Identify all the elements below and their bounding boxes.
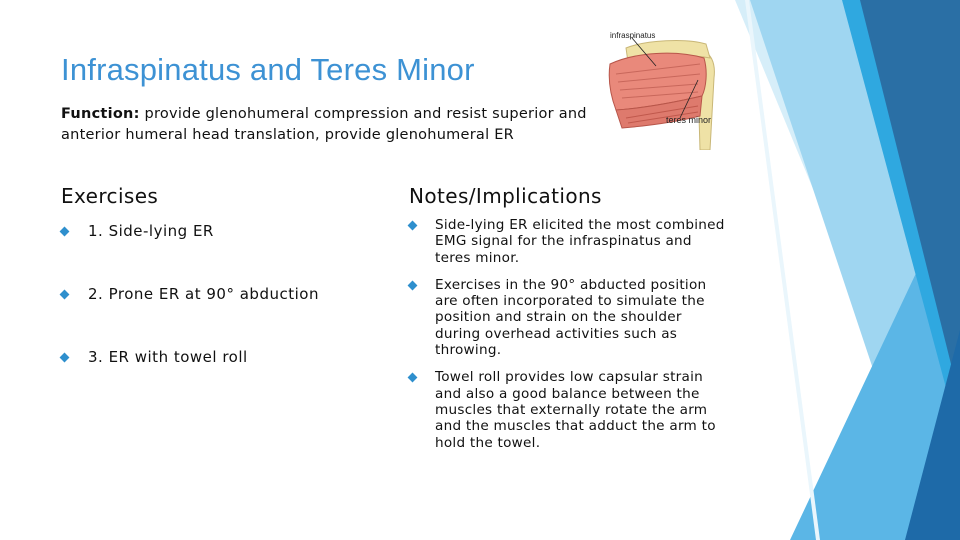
list-item <box>61 283 381 346</box>
function-label: Function: <box>61 106 140 122</box>
shoulder-muscle-icon <box>606 22 726 150</box>
diamond-bullet-icon <box>60 353 70 363</box>
exercises-list <box>61 220 381 409</box>
function-description <box>61 104 591 146</box>
teres-minor-label: teres minor <box>666 115 712 125</box>
diamond-bullet-icon <box>408 221 418 231</box>
list-item <box>409 369 729 450</box>
diamond-bullet-icon <box>60 227 70 237</box>
anatomy-image <box>606 22 726 150</box>
note-text: Side-lying ER elicited the most combined EMG signal for the infraspinatus and teres minor. <box>435 217 725 266</box>
exercises-heading: Exercises <box>61 184 159 208</box>
list-item <box>61 346 381 409</box>
diamond-bullet-icon <box>408 373 418 383</box>
notes-list <box>409 217 729 462</box>
notes-heading: Notes/Implications <box>409 184 602 208</box>
exercise-text: 2. Prone ER at 90° abduction <box>88 285 319 303</box>
exercise-text: 1. Side-lying ER <box>88 222 214 240</box>
slide-title: Infraspinatus and Teres Minor <box>61 52 475 87</box>
diamond-bullet-icon <box>60 290 70 300</box>
note-text: Towel roll provides low capsular strain and also a good balance between the muscles that externally rotate the arm and the muscles that adduct the arm to hold the towel. <box>435 369 716 451</box>
infraspinatus-label: infraspinatus <box>610 31 656 40</box>
exercise-text: 3. ER with towel roll <box>88 348 248 366</box>
function-text: provide glenohumeral compression and resist superior and anterior humeral head translation, provide glenohumeral ER <box>61 106 587 143</box>
list-item <box>409 217 729 266</box>
list-item <box>409 277 729 358</box>
note-text: Exercises in the 90° abducted position are often incorporated to simulate the position and strain on the shoulder during overhead activities such as throwing. <box>435 276 707 359</box>
diamond-bullet-icon <box>408 280 418 290</box>
list-item <box>61 220 381 283</box>
